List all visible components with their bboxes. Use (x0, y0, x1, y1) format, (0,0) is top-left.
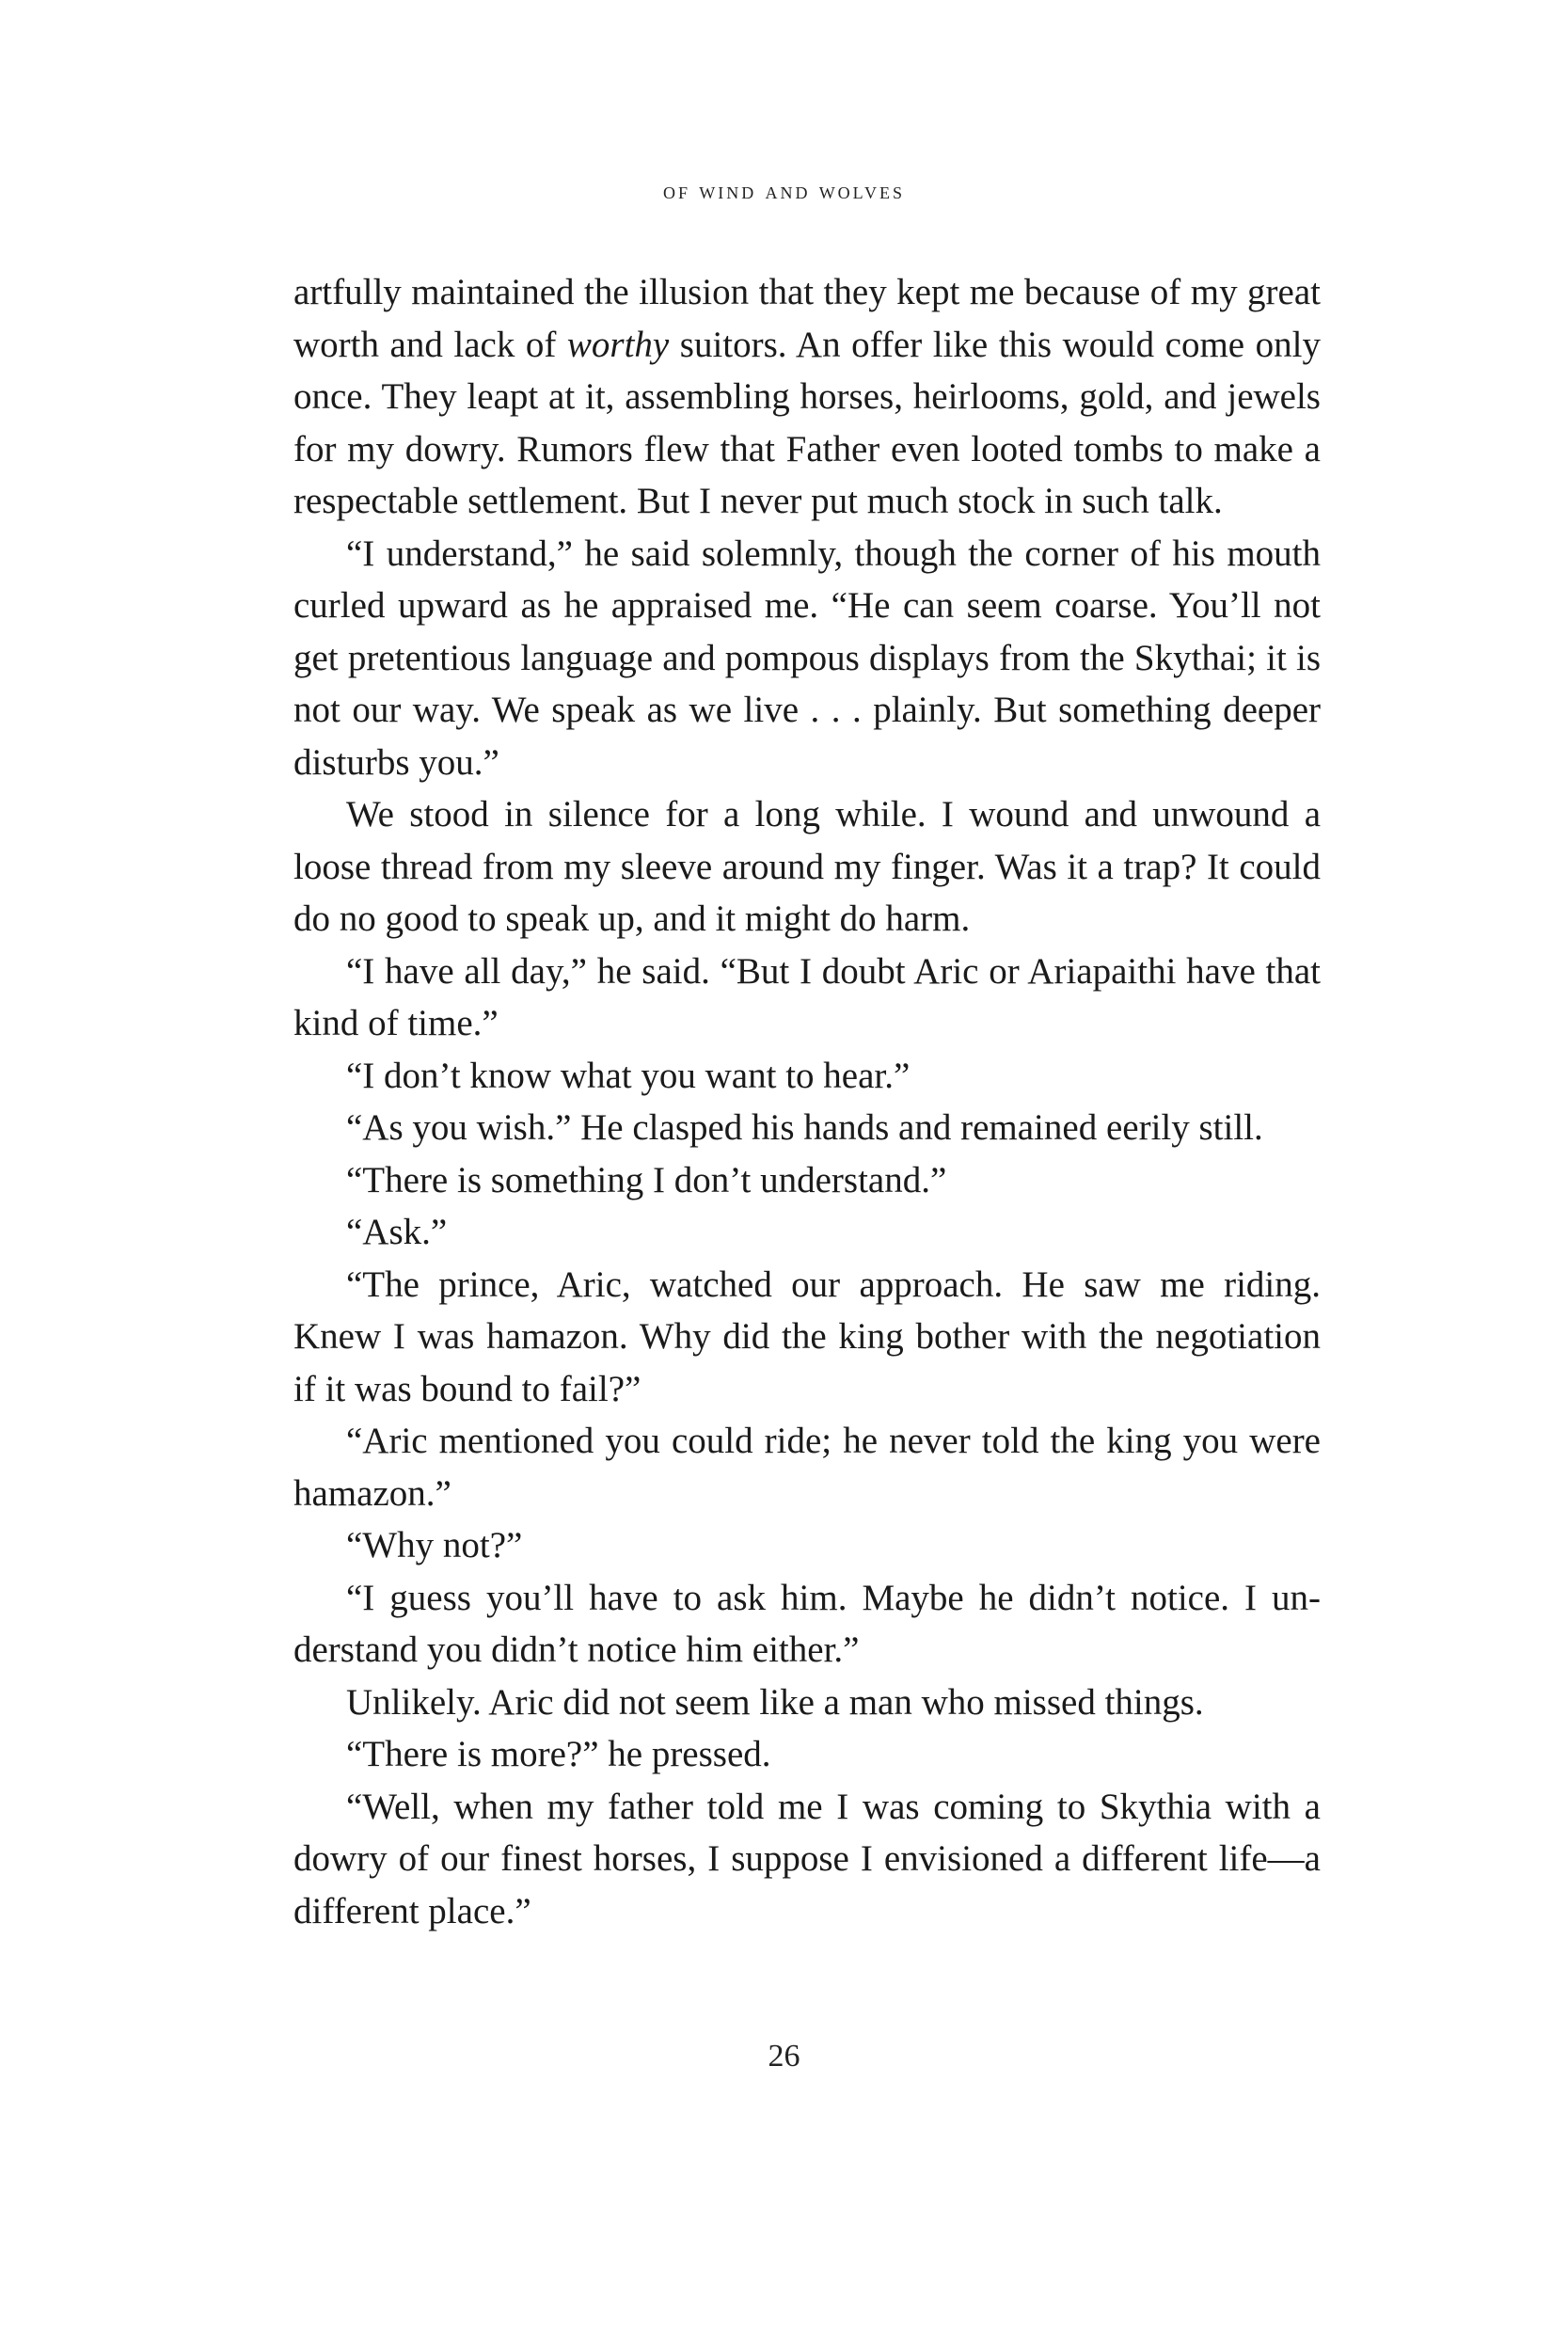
paragraph-1-text-a: artfully maintained the illusion that they kept me because of my great worth and lack of (293, 272, 1321, 365)
paragraph-5: “I don’t know what you want to hear.” (346, 1055, 911, 1096)
paragraph-10: “Aric mentioned you could ride; he never told the king you were hamazon.” (293, 1421, 1321, 1514)
paragraph-2: “I understand,” he said solemnly, though the corner of his mouth curled upward as he appraised me. “He can seem coarse. You’ll not get pretentious language and pompous displays from the Skythai; it is not our way. We speak as we live . . . plainly. But something deeper disturbs you.” (293, 532, 1321, 783)
paragraph-9: “The prince, Aric, watched our approach. He saw me riding. Knew I was hamazon. Why did the king bother with the negotiation if it was bound to fail?” (293, 1263, 1321, 1409)
running-head: of wind and wolves (662, 179, 906, 204)
paragraph-8: “Ask.” (346, 1212, 448, 1252)
body-text (293, 266, 1321, 1937)
paragraph-6: “As you wish.” He clasped his hands and remained eerily still. (346, 1107, 1263, 1148)
paragraph-15: “Well, when my father told me I was coming to Skythia with a dowry of our finest horses, I suppose I envisioned a different life—a different place.” (293, 1786, 1321, 1931)
paragraph-3: We stood in silence for a long while. I wound and unwound a loose thread from my sleeve around my finger. Was it a trap? It could do no good to speak up, and it might do harm. (293, 794, 1321, 939)
paragraph-7: “There is something I don’t understand.” (346, 1159, 947, 1200)
emphasized-word: worthy (566, 324, 670, 365)
paragraph-12: “I guess you’ll have to ask him. Maybe he didn’t notice. I understand you didn’t notice him either.” (293, 1577, 1321, 1670)
paragraph-4: “I have all day,” he said. “But I doubt Aric or Ariapaithi have that kind of time.” (293, 950, 1321, 1043)
paragraph-1-text-b: suitors. An offer like this would come only once. They leapt at it, assembling horses, heirlooms, gold, and jewels for my dowry. Rumors flew that Father even looted tombs to make a respectable settlement. But I never put much stock in such talk. (293, 324, 1321, 521)
paragraph-14: “There is more?” he pressed. (346, 1734, 771, 1774)
paragraph-1 (293, 266, 1321, 528)
paragraph-11: “Why not?” (346, 1525, 523, 1565)
paragraph-13: Unlikely. Aric did not seem like a man who missed things. (346, 1681, 1204, 1723)
page-number: 26 (768, 2039, 800, 2074)
